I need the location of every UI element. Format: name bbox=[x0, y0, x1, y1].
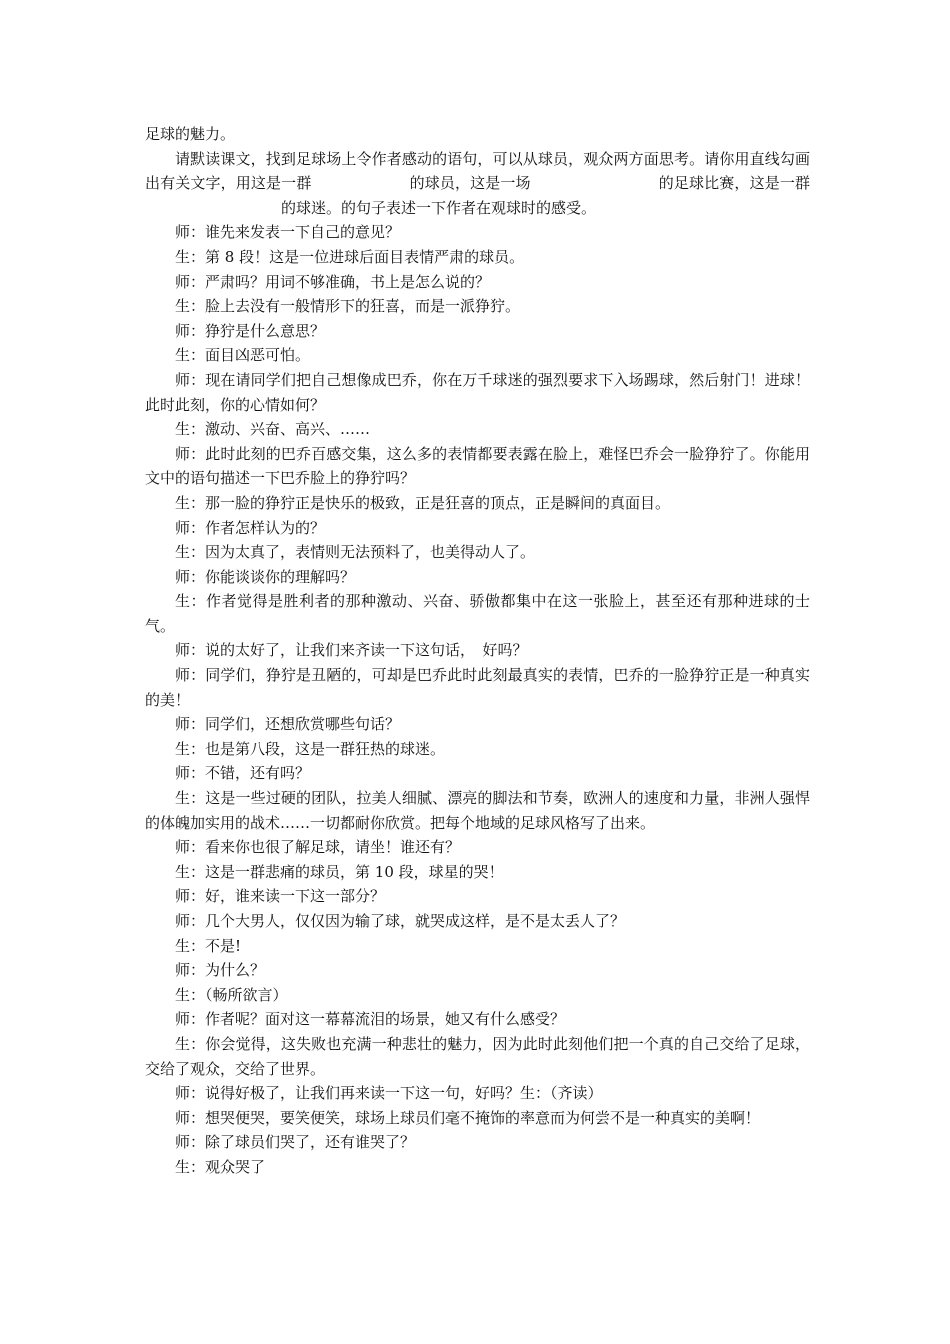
dialogue-line: 生：激动、兴奋、高兴、…… bbox=[175, 420, 371, 439]
dialogue-line: 生：面目凶恶可怕。 bbox=[175, 346, 311, 365]
dialogue-line: 师：说得好极了，让我们再来读一下这一句，好吗？生：（齐读） bbox=[175, 1084, 603, 1103]
instruction-text: 请默读课文，找到足球场上令作者感动的语句，可以从球员，观众两方面思考。请你用直线勾画出有关文字，用这是一群 bbox=[145, 149, 810, 193]
paragraph: 足球的魅力。 bbox=[145, 125, 236, 143]
dialogue-line: 生：不是! bbox=[175, 936, 242, 955]
dialogue-line: 师：说的太好了，让我们来齐读一下这句话， 好吗？ bbox=[175, 641, 528, 660]
dialogue-line: 生：观众哭了 bbox=[175, 1157, 266, 1176]
dialogue-line: 师：为什么？ bbox=[175, 961, 266, 980]
dialogue-line: 生：那一脸的狰狞正是快乐的极致，正是狂喜的顶点，正是瞬间的真面目。 bbox=[175, 493, 671, 512]
dialogue-line: 生：因为太真了，表情则无法预料了，也美得动人了。 bbox=[175, 543, 536, 562]
dialogue-line: 师：几个大男人，仅仅因为输了球，就哭成这样，是不是太丢人了？ bbox=[175, 912, 626, 930]
dialogue-line: 生：脸上去没有一般情形下的狂喜，而是一派狰狞。 bbox=[175, 297, 521, 316]
dialogue-line: 师：狰狞是什么意思？ bbox=[175, 321, 326, 340]
dialogue-line: 师：想哭便哭，要笑便笑，球场上球员们毫不掩饰的率意而为何尝不是一种真实的美啊！ bbox=[175, 1108, 761, 1127]
fill-in-instruction-paragraph bbox=[145, 147, 810, 221]
dialogue-line: 师：现在请同学们把自己想像成巴乔，你在万千球迷的强烈要求下入场踢球，然后射门！进球！此时此刻，你的心情如何？ bbox=[145, 370, 810, 414]
dialogue-line: 生：你会觉得，这失败也充满一种悲壮的魅力，因为此时此刻他们把一个真的自己交给了足球，交给了观众，交给了世界。 bbox=[145, 1034, 810, 1078]
dialogue-line: 生：第 8 段！这是一位进球后面目表情严肃的球员。 bbox=[175, 247, 525, 266]
dialogue-line: 师：看来你也很了解足球，请坐！谁还有？ bbox=[175, 838, 461, 857]
dialogue-line: 师：同学们，还想欣赏哪些句话？ bbox=[175, 715, 401, 734]
document-body bbox=[145, 122, 810, 1180]
dialogue-line: 师：不错，还有吗？ bbox=[175, 764, 311, 783]
dialogue-line: 生：这是一群悲痛的球员，第 10 段，球星的哭！ bbox=[175, 862, 504, 881]
dialogue-line: 师：同学们，狰狞是丑陋的，可却是巴乔此时此刻最真实的表情，巴乔的一脸狰狞正是一种真实的美！ bbox=[145, 666, 810, 709]
dialogue-line: 生：这是一些过硬的团队，拉美人细腻、漂亮的脚法和节奏，欧洲人的速度和力量，非洲人强悍的体魄加实用的战术……一切都耐你欣赏。把每个地域的足球风格写了出来。 bbox=[145, 789, 810, 832]
instruction-text: 的球迷。的句子表述一下作者在观球时的感受。 bbox=[281, 198, 597, 217]
dialogue-line: 生：（畅所欲言） bbox=[175, 985, 288, 1004]
dialogue-line: 生：也是第八段，这是一群狂热的球迷。 bbox=[175, 739, 446, 758]
dialogue-line: 师：严肃吗？用词不够准确，书上是怎么说的？ bbox=[175, 272, 491, 291]
dialogue-line: 生：作者觉得是胜利者的那种激动、兴奋、骄傲都集中在这一张脸上，甚至还有那种进球的士气。 bbox=[145, 592, 810, 635]
dialogue-line: 师：好，谁来读一下这一部分？ bbox=[175, 887, 386, 906]
dialogue-line: 师：你能谈谈你的理解吗？ bbox=[175, 567, 356, 586]
dialogue-line: 师：谁先来发表一下自己的意见？ bbox=[175, 223, 401, 242]
dialogue-line: 师：此时此刻的巴乔百感交集，这么多的表情都要表露在脸上，难怪巴乔会一脸狰狞了。你能用文中的语句描述一下巴乔脸上的狰狞吗？ bbox=[145, 444, 810, 488]
dialogue-line: 师：除了球员们哭了，还有谁哭了？ bbox=[175, 1133, 416, 1152]
instruction-text: 的球员，这是一场 bbox=[409, 174, 531, 193]
dialogue-line: 师：作者呢？面对这一幕幕流泪的场景，她又有什么感受？ bbox=[175, 1010, 566, 1029]
dialogue-line: 师：作者怎样认为的？ bbox=[175, 518, 326, 537]
instruction-text: 的足球比赛，这是一群 bbox=[658, 174, 810, 193]
